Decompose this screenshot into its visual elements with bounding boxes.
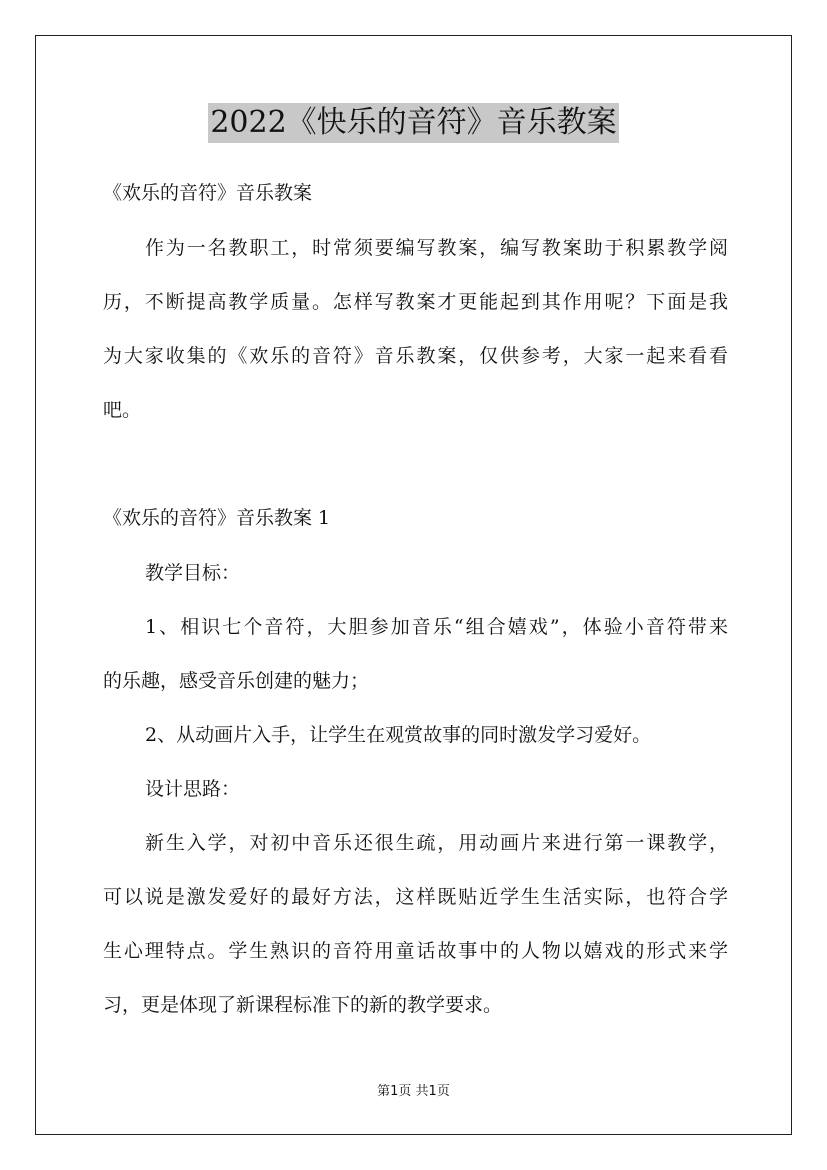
design-line-3: 生心理特点。学生熟识的音符用童话故事中的人物以嬉戏的形式来学 bbox=[103, 940, 728, 962]
intro-line-1: 作为一名教职工，时常须要编写教案，编写教案助于积累教学阅 bbox=[145, 237, 728, 259]
design-line-4: 习，更是体现了新课程标准下的新的教学要求。 bbox=[103, 994, 503, 1016]
subtitle: 《欢乐的音符》音乐教案 bbox=[103, 182, 313, 204]
design-line-1: 新生入学，对初中音乐还很生疏，用动画片来进行第一课教学， bbox=[145, 832, 728, 854]
design-heading: 设计思路： bbox=[145, 778, 241, 800]
goal-line-1: 1、相识七个音符，大胆参加音乐“组合嬉戏”，体验小音符带来 bbox=[145, 616, 728, 638]
intro-line-4: 吧。 bbox=[103, 399, 142, 421]
design-line-2: 可以说是激发爱好的最好方法，这样既贴近学生生活实际，也符合学 bbox=[103, 886, 728, 908]
goal-line-2: 的乐趣，感受音乐创建的魅力； bbox=[103, 670, 370, 692]
intro-line-3: 为大家收集的《欢乐的音符》音乐教案，仅供参考，大家一起来看看 bbox=[103, 345, 728, 367]
intro-line-2: 历，不断提高教学质量。怎样写教案才更能起到其作用呢？下面是我 bbox=[103, 291, 728, 313]
page-footer: 第1页 共1页 bbox=[377, 1084, 450, 1099]
section-heading: 《欢乐的音符》音乐教案 1 bbox=[103, 507, 331, 529]
goals-heading: 教学目标： bbox=[145, 562, 241, 584]
goal-line-3: 2、从动画片入手，让学生在观赏故事的同时激发学习爱好。 bbox=[145, 724, 652, 746]
document-title: 2022《快乐的音符》音乐教案 bbox=[208, 103, 618, 143]
title-container bbox=[0, 103, 827, 143]
